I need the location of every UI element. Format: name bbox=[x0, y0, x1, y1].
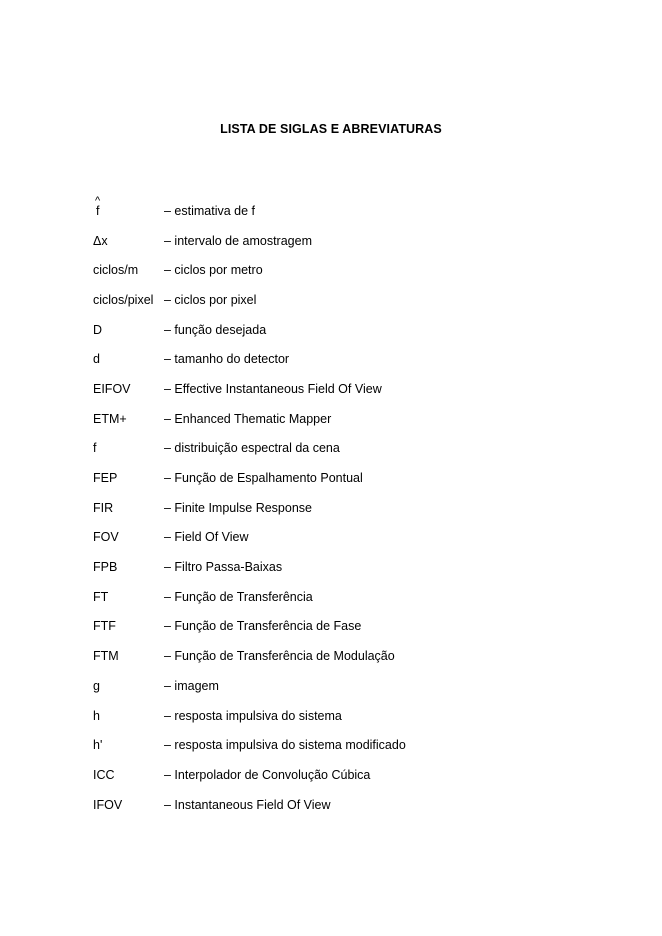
abbreviation-term bbox=[93, 530, 164, 544]
abbreviation-entry bbox=[93, 374, 406, 404]
abbreviation-definition: – Filtro Passa-Baixas bbox=[164, 560, 283, 575]
abbreviation-definition: – distribuição espectral da cena bbox=[164, 441, 340, 456]
abbreviation-definition: – Effective Instantaneous Field Of View bbox=[164, 381, 382, 396]
abbreviation-definition: – estimativa de f bbox=[164, 203, 256, 218]
abbreviation-entry bbox=[93, 790, 406, 820]
abbreviation-term-text: FIR bbox=[93, 500, 114, 515]
abbreviation-definition: – Enhanced Thematic Mapper bbox=[164, 411, 332, 426]
abbreviation-entry bbox=[93, 434, 406, 464]
abbreviation-entry bbox=[93, 671, 406, 701]
abbreviation-entry bbox=[93, 196, 406, 226]
abbreviation-term bbox=[93, 679, 164, 693]
abbreviation-term bbox=[93, 590, 164, 604]
abbreviation-term bbox=[93, 293, 164, 307]
abbreviation-entry bbox=[93, 612, 406, 642]
abbreviation-definition: – imagem bbox=[164, 678, 219, 693]
abbreviation-definition: – ciclos por metro bbox=[164, 263, 263, 278]
abbreviation-definition: – Função de Transferência bbox=[164, 589, 313, 604]
abbreviation-term-text: FTM bbox=[93, 649, 119, 664]
abbreviation-entry bbox=[93, 760, 406, 790]
abbreviation-entry bbox=[93, 730, 406, 760]
abbreviation-definition: – Interpolador de Convolução Cúbica bbox=[164, 767, 371, 782]
abbreviation-term-text: h' bbox=[93, 738, 103, 753]
abbreviation-entry bbox=[93, 523, 406, 553]
abbreviation-list bbox=[93, 196, 406, 819]
abbreviation-entry bbox=[93, 344, 406, 374]
abbreviation-definition: – resposta impulsiva do sistema modificado bbox=[164, 738, 406, 753]
abbreviation-term-text: FT bbox=[93, 589, 109, 604]
abbreviation-term-text: ETM+ bbox=[93, 411, 127, 426]
abbreviation-term-text: FPB bbox=[93, 560, 118, 575]
abbreviation-entry bbox=[93, 255, 406, 285]
abbreviation-term-text: ciclos/m bbox=[93, 263, 139, 278]
abbreviation-term bbox=[93, 709, 164, 723]
abbreviation-entry bbox=[93, 285, 406, 315]
abbreviation-definition: – resposta impulsiva do sistema bbox=[164, 708, 342, 723]
abbreviation-term-text: f bbox=[93, 441, 97, 456]
abbreviation-entry bbox=[93, 315, 406, 345]
abbreviation-definition: – Função de Transferência de Modulação bbox=[164, 649, 395, 664]
abbreviation-entry bbox=[93, 463, 406, 493]
abbreviation-definition: – ciclos por pixel bbox=[164, 292, 257, 307]
abbreviation-definition: – Função de Transferência de Fase bbox=[164, 619, 362, 634]
abbreviation-term bbox=[93, 412, 164, 426]
abbreviation-term-text: FTF bbox=[93, 619, 116, 634]
abbreviation-definition: – Field Of View bbox=[164, 530, 249, 545]
abbreviation-term-text: ICC bbox=[93, 767, 115, 782]
abbreviation-term bbox=[93, 471, 164, 485]
abbreviation-term bbox=[93, 768, 164, 782]
abbreviation-term-text: d bbox=[93, 352, 100, 367]
abbreviation-term bbox=[93, 204, 164, 218]
abbreviation-definition: – tamanho do detector bbox=[164, 352, 290, 367]
abbreviation-term-text: Δx bbox=[93, 233, 108, 248]
abbreviation-entry bbox=[93, 226, 406, 256]
abbreviation-term-text: FEP bbox=[93, 471, 118, 486]
abbreviation-term bbox=[93, 441, 164, 455]
abbreviation-term-text: h bbox=[93, 708, 100, 723]
abbreviation-term-text: FOV bbox=[93, 530, 119, 545]
abbreviation-definition: – função desejada bbox=[164, 322, 267, 337]
abbreviation-entry bbox=[93, 552, 406, 582]
abbreviation-term-text: D bbox=[93, 322, 103, 337]
abbreviation-term bbox=[93, 738, 164, 752]
abbreviation-entry bbox=[93, 701, 406, 731]
abbreviation-entry bbox=[93, 493, 406, 523]
abbreviation-term bbox=[93, 352, 164, 366]
abbreviation-term bbox=[93, 798, 164, 812]
abbreviation-definition: – intervalo de amostragem bbox=[164, 233, 312, 248]
abbreviation-term bbox=[93, 263, 164, 277]
abbreviation-term bbox=[93, 501, 164, 515]
abbreviation-entry bbox=[93, 582, 406, 612]
abbreviation-term-text: EIFOV bbox=[93, 381, 131, 396]
abbreviation-definition: – Finite Impulse Response bbox=[164, 500, 312, 515]
abbreviation-entry bbox=[93, 404, 406, 434]
abbreviation-entry bbox=[93, 641, 406, 671]
page-title: LISTA DE SIGLAS E ABREVIATURAS bbox=[220, 122, 442, 136]
abbreviation-definition: – Função de Espalhamento Pontual bbox=[164, 471, 363, 486]
abbreviation-term-text: ciclos/pixel bbox=[93, 292, 154, 307]
abbreviation-term-text: ^ f bbox=[93, 204, 99, 218]
abbreviation-term-text: g bbox=[93, 678, 100, 693]
abbreviation-term-text: IFOV bbox=[93, 797, 123, 812]
abbreviation-term bbox=[93, 234, 164, 248]
abbreviation-term bbox=[93, 382, 164, 396]
abbreviation-term bbox=[93, 649, 164, 663]
abbreviation-term bbox=[93, 323, 164, 337]
abbreviation-term bbox=[93, 560, 164, 574]
abbreviation-definition: – Instantaneous Field Of View bbox=[164, 797, 331, 812]
abbreviation-term bbox=[93, 619, 164, 633]
